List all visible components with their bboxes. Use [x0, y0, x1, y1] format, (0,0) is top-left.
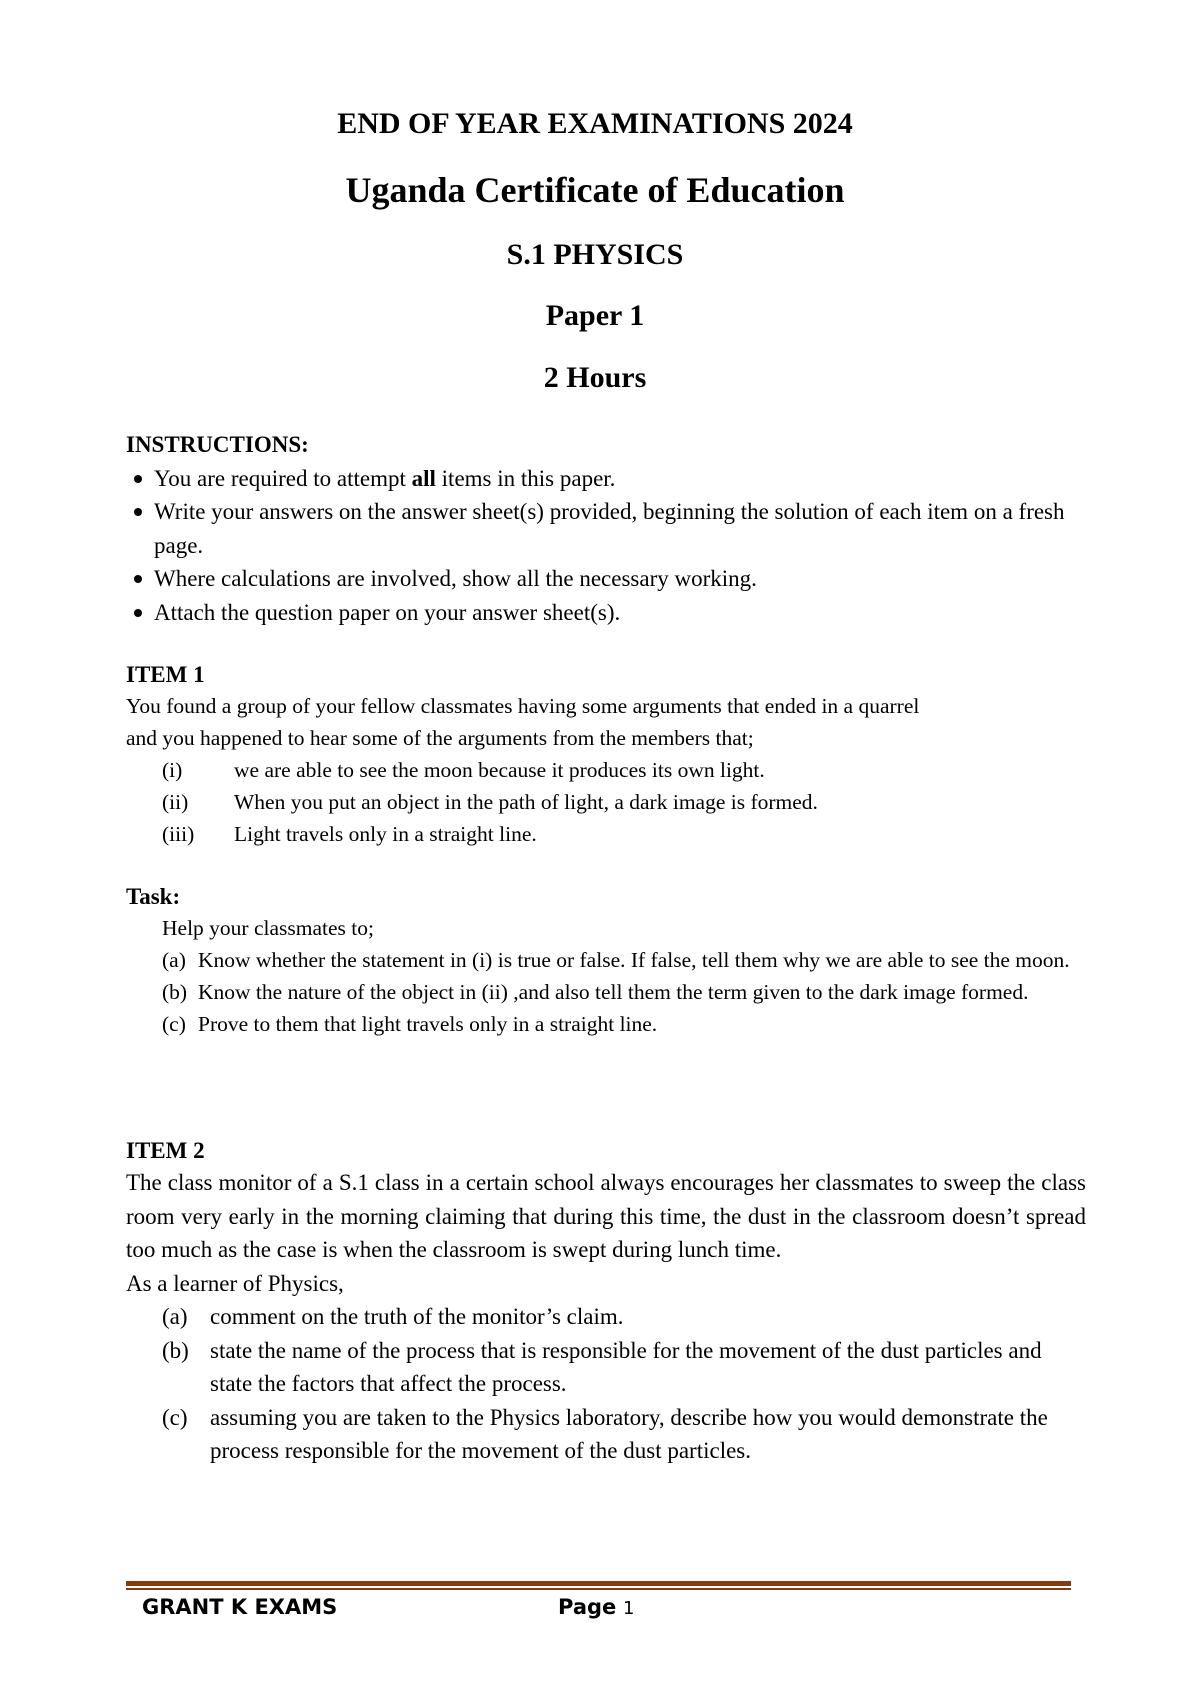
question-option-text: state the name of the process that is responsible for the movement of the dust particles and state the factors that affect the process. [210, 1337, 1042, 1396]
statement-number: (iii) [162, 822, 195, 846]
bullet-icon [134, 575, 142, 583]
instructions-list [126, 462, 1086, 630]
task-option-letter: (c) [162, 1012, 186, 1036]
item-2-paragraph: The class monitor of a S.1 class in a certain school always encourages her classmates to sweep the class room very early in the morning claiming that during this time, the dust in the classroom doesn’t spread too much as the case is when the classroom is swept during lunch time. [126, 1170, 1086, 1262]
bullet-icon [134, 609, 142, 617]
task-intro: Help your classmates to; [162, 916, 374, 940]
question-option [126, 1300, 1086, 1334]
item-2-lead: As a learner of Physics, [126, 1270, 344, 1296]
question-option-text: comment on the truth of the monitor’s claim. [210, 1304, 624, 1329]
question-option-letter: (c) [162, 1404, 188, 1430]
task-option-letter: (b) [162, 980, 188, 1004]
instruction-item: Attach the question paper on your answer sheet(s). [126, 596, 1086, 630]
item-1-intro-line: You found a group of your fellow classmates having some arguments that ended in a quarrel [126, 694, 920, 718]
statement-text: When you put an object in the path of light, a dark image is formed. [234, 790, 818, 814]
statement-row [126, 754, 1086, 786]
footer-rule-thick [126, 1581, 1071, 1586]
subject-title: S.1 PHYSICS [506, 238, 684, 271]
task-section [126, 882, 1086, 1040]
instructions-section [126, 428, 1086, 629]
item-1-intro-line: and you happened to hear some of the arguments from the members that; [126, 726, 754, 750]
footer-publisher: GRANT K EXAMS [142, 1595, 338, 1619]
instruction-item: You are required to attempt all items in this paper. [126, 462, 1086, 496]
instructions-heading: INSTRUCTIONS: [126, 432, 309, 457]
paper-number: Paper 1 [545, 299, 645, 332]
question-option-text: assuming you are taken to the Physics laboratory, describe how you would demonstrate the process responsible for the movement of the dust particles. [210, 1404, 1048, 1463]
question-option [126, 1334, 1086, 1401]
duration: 2 Hours [543, 361, 647, 394]
statement-text: we are able to see the moon because it produces its own light. [234, 758, 765, 782]
page-number: 1 [622, 1598, 635, 1619]
instruction-item: Write your answers on the answer sheet(s) provided, beginning the solution of each item on a fresh page. [126, 495, 1086, 562]
item-1-heading: ITEM 1 [126, 662, 205, 687]
statement-number: (ii) [162, 790, 189, 814]
task-option [126, 1008, 1086, 1040]
exam-title: END OF YEAR EXAMINATIONS 2024 [337, 107, 853, 140]
question-option-letter: (b) [162, 1337, 189, 1363]
statement-row [126, 818, 1086, 850]
bullet-icon [134, 508, 142, 516]
bullet-icon [134, 475, 142, 483]
item-2-heading: ITEM 2 [126, 1138, 205, 1163]
statement-number: (i) [162, 758, 183, 782]
item-2-section [126, 1136, 1086, 1468]
task-option-text: Know whether the statement in (i) is true or false. If false, tell them why we are able to see the moon. [198, 948, 1070, 972]
task-option-letter: (a) [162, 948, 186, 972]
item-1-section [126, 660, 1086, 850]
task-option-text: Prove to them that light travels only in a straight line. [198, 1012, 658, 1036]
question-option [126, 1401, 1086, 1468]
instruction-item: Where calculations are involved, show all the necessary working. [126, 562, 1086, 596]
question-option-letter: (a) [162, 1304, 188, 1329]
task-heading: Task: [126, 884, 181, 909]
footer-page-number [558, 1595, 634, 1619]
task-option-text: Know the nature of the object in (ii) ,and also tell them the term given to the dark image formed. [198, 980, 1029, 1004]
footer-rule-thin [126, 1588, 1071, 1590]
statement-row [126, 786, 1086, 818]
task-option [126, 976, 1086, 1008]
page-label: Page [558, 1595, 617, 1619]
statement-text: Light travels only in a straight line. [234, 822, 537, 846]
task-option [126, 944, 1086, 976]
certificate-title: Uganda Certificate of Education [345, 170, 845, 210]
